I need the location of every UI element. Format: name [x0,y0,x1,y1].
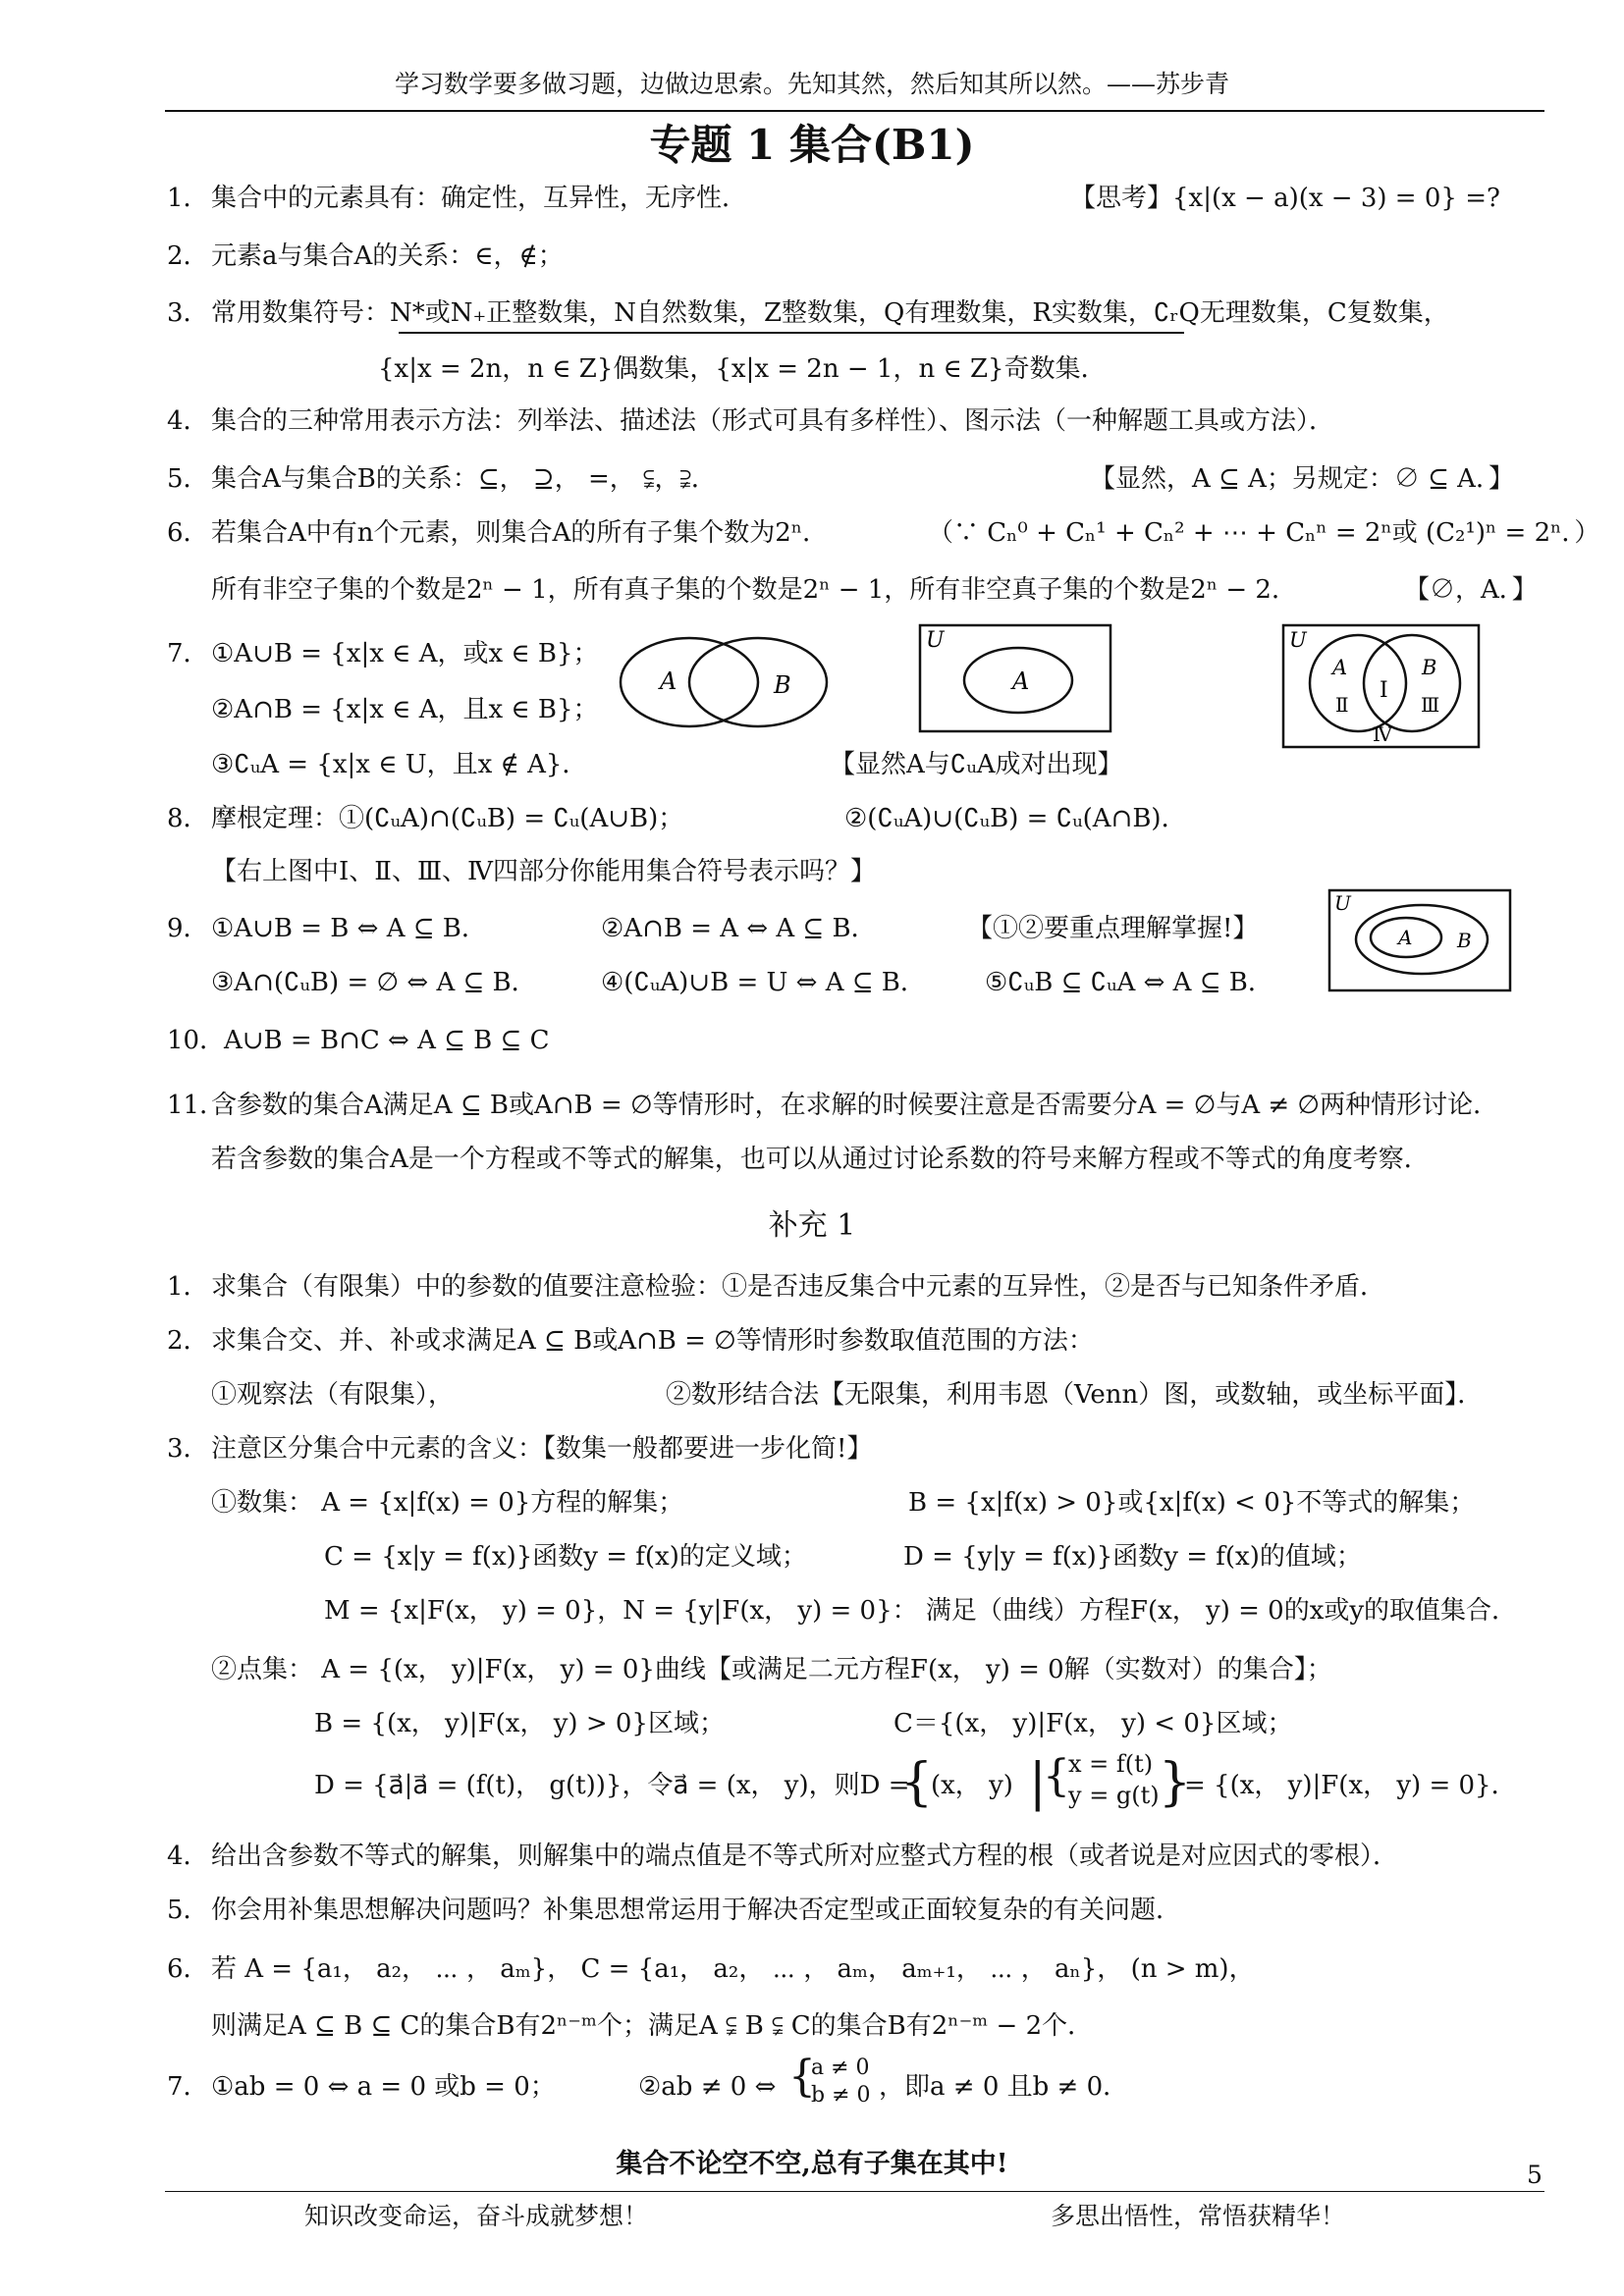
supp-7-number: 7． [167,2072,209,2102]
item-9-c: 【①②要重点理解掌握!】 [967,914,1259,943]
header-quote: 学习数学要多做习题，边做边思索。先知其然，然后知其所以然。——苏步青 [394,70,1229,98]
supp-3-left-brace: { [900,1753,934,1812]
item-9-e: ④(∁ᵤA)∪B = U ⇔ A ⊆ B． [601,968,926,997]
supp-2-a: ①观察法（有限集）， [211,1380,455,1410]
supp-3-right-brace: } [1159,1753,1192,1812]
item-6-text: 若集合A中有n个元素，则集合A的所有子集个数为2ⁿ． [211,518,829,548]
supp-3-text: 注意区分集合中元素的含义：【数集一般都要进一步化简!】 [211,1434,873,1464]
supp-6-text: 若 A = {a₁， a₂， ⋯ ， aₘ}， C = {a₁， a₂， ⋯ ， aₘ， aₘ₊₁， ⋯ ， aₙ}， (n > m)， [211,1954,1255,1984]
item-8-text-2: 【右上图中Ⅰ、Ⅱ、Ⅲ、Ⅳ四部分你能用集合符号表示吗？】 [211,857,876,886]
venn-3-region-4: Ⅳ [1373,722,1392,746]
supp-3-system-line-1: x = f(t) [1068,1750,1154,1778]
venn-complement-diagram [918,623,1114,736]
supp-3-number: 3． [167,1434,209,1464]
page-number: 5 [1527,2161,1543,2189]
item-1-text: 集合中的元素具有：确定性，互异性，无序性． [211,184,748,213]
item-10-text: A∪B = B∩C ⇔ A ⊆ B ⊆ C [224,1026,550,1055]
supp-3-bar: | [1029,1753,1047,1812]
item-10-number: 10． [167,1026,226,1055]
footer-right: 多思出悟性，常悟获精华！ [1051,2202,1346,2230]
supp-7-b: ②ab ≠ 0 ⇔ [638,2072,777,2102]
supp-3-number-set-3: C = {x|y = f(x)}函数y = f(x)的定义域； [324,1542,807,1572]
header-rule [165,110,1544,112]
item-9-b: ②A∩B = A ⇔ A ⊆ B． [601,914,877,943]
item-8-text-b: ②(∁ᵤA)∪(∁ᵤB) = ∁ᵤ(A∩B)． [844,804,1187,833]
item-9-a: ①A∪B = B ⇔ A ⊆ B． [211,914,487,943]
supp-3-point-set-2: B = {(x， y)|F(x， y) > 0}区域； [314,1709,725,1738]
venn-4-label-a: A [1398,926,1413,949]
venn-3-region-2: Ⅱ [1335,693,1349,717]
item-5-aside: 【显然，A ⊆ A；另规定：∅ ⊆ A．】 [1090,464,1514,494]
supplement-title: 补充 1 [768,1208,856,1243]
item-9-f: ⑤∁ᵤB ⊆ ∁ᵤA ⇔ A ⊆ B． [985,968,1273,997]
item-7-number: 7． [167,639,209,668]
venn-3-region-1: Ⅰ [1380,678,1388,703]
supp-1-text: 求集合（有限集）中的参数的值要注意检验：①是否违反集合中元素的互异性，②是否与已知条件矛盾． [211,1272,1386,1302]
supp-7-brace: { [788,2052,816,2102]
item-7-line-2: ②A∩B = {x|x ∈ A，且x ∈ B}； [211,695,599,724]
item-11-text: 含参数的集合A满足A ⊆ B或A∩B = ∅等情形时，在求解的时候要注意是否需要分A = ∅与A ≠ ∅两种情形讨论． [211,1091,1499,1120]
supp-7-c: ，即a ≠ 0 且b ≠ 0． [879,2072,1129,2102]
item-3-number: 3． [167,298,209,328]
item-1-aside: 【思考】{x|(x − a)(x − 3) = 0} =? [1070,184,1500,213]
item-7-line-3: ③∁ᵤA = {x|x ∈ U，且x ∉ A}． [211,750,588,779]
venn-union-diagram [609,628,839,736]
item-11-text-2: 若含参数的集合A是一个方程或不等式的解集，也可以从通过讨论系数的符号来解方程或不等式的角度考察． [211,1145,1430,1174]
item-9-d: ③A∩(∁ᵤB) = ∅ ⇔ A ⊆ B． [211,968,537,997]
footer-left: 知识改变命运，奋斗成就梦想！ [304,2202,649,2230]
supp-2-b: ②数形结合法【无限集，利用韦恩（Venn）图，或数轴，或坐标平面】． [666,1380,1484,1410]
supp-5-number: 5． [167,1896,209,1925]
item-6-aside-2: 【∅，A．】 [1404,575,1538,605]
supp-6-number: 6． [167,1954,209,1984]
footer-rule [165,2191,1544,2192]
item-6-text-2: 所有非空子集的个数是2ⁿ − 1，所有真子集的个数是2ⁿ − 1，所有非空真子集的个数是2ⁿ − 2． [211,575,1297,605]
page-title: 专题 1 集合(B1) [649,121,975,169]
item-5-text: 集合A与集合B的关系：⊆， ⊇， =， ⫋，⫌． [211,464,717,494]
item-7-line-1: ①A∪B = {x|x ∈ A，或x ∈ B}； [211,639,599,668]
supp-3-system-line-2: y = g(t) [1068,1782,1160,1809]
item-4-text: 集合的三种常用表示方法：列举法、描述法（形式可具有多样性）、图示法（一种解题工具或方法）． [211,406,1335,436]
item-8-text: 摩根定理：①(∁ᵤA)∩(∁ᵤB) = ∁ᵤ(A∪B)； [211,804,684,833]
item-1-number: 1． [167,184,209,213]
supp-3-point-set-4a: D = {a⃗|a⃗ = (f(t)， g(t))}，令a⃗ = (x， y)，则D = [314,1771,910,1800]
supp-3-number-set-1: ①数集： A = {x|f(x) = 0}方程的解集； [211,1488,684,1518]
item-3-text-2: {x|x = 2n，n ∈ Z}偶数集，{x|x = 2n − 1，n ∈ Z}奇数集． [378,354,1107,384]
supp-7-b1: a ≠ 0 [811,2056,870,2080]
supp-3-number-set-5: M = {x|F(x， y) = 0}，N = {y|F(x， y) = 0}： 满足（曲线）方程F(x， y) = 0的x或y的取值集合． [324,1596,1518,1626]
venn-regions-diagram [1281,623,1483,751]
item-3-underline [399,332,1184,334]
venn-4-label-b: B [1457,929,1472,952]
venn-3-label-u: U [1289,628,1307,652]
item-6-aside: （∵ Cₙ⁰ + Cₙ¹ + Cₙ² + ⋯ + Cₙⁿ = 2ⁿ或 (C₂¹)ⁿ = 2ⁿ．） [928,518,1600,548]
venn-subset-diagram [1327,888,1514,994]
item-2-text: 元素a与集合A的关系：∈，∉； [211,241,564,271]
item-7-note: 【显然A与∁ᵤA成对出现】 [830,750,1123,779]
supp-2-text: 求集合交、并、补或求满足A ⊆ B或A∩B = ∅等情形时参数取值范围的方法： [211,1326,1094,1356]
supp-4-text: 给出含参数不等式的解集，则解集中的端点值是不等式所对应整式方程的根（或者说是对应因式的零根）． [211,1842,1399,1871]
supp-6-text-2: 则满足A ⊆ B ⊆ C的集合B有2ⁿ⁻ᵐ个；满足A ⫋ B ⫋ C的集合B有2ⁿ⁻ᵐ − 2个． [211,2011,1094,2041]
supp-3-number-set-2: B = {x|f(x) > 0}或{x|f(x) < 0}不等式的解集； [908,1488,1476,1518]
item-4-number: 4． [167,406,209,436]
item-6-number: 6． [167,518,209,548]
venn-2-label-u: U [926,628,945,653]
venn-1-label-a: A [660,667,677,695]
venn-3-region-3: Ⅲ [1421,693,1440,717]
venn-3-label-a: A [1332,656,1348,679]
supp-3-system-brace: { [1043,1751,1070,1801]
venn-1-label-b: B [774,671,791,699]
supp-3-point-set-1: ②点集： A = {(x， y)|F(x， y) = 0}曲线【或满足二元方程F(x， y) = 0解（实数对）的集合】； [211,1655,1332,1684]
supp-4-number: 4． [167,1842,209,1871]
venn-4-label-u: U [1334,891,1351,915]
supp-5-text: 你会用补集思想解决问题吗？补集思想常运用于解决否定型或正面较复杂的有关问题． [211,1896,1182,1925]
supp-2-number: 2． [167,1326,209,1356]
supp-3-point-set-3: C＝{(x， y)|F(x， y) < 0}区域； [893,1709,1293,1738]
venn-3-label-b: B [1422,656,1437,679]
item-2-number: 2． [167,241,209,271]
item-3-text: 常用数集符号：N*或N₊正整数集，N自然数集，Z整数集，Q有理数集，R实数集，∁ᵣQ无理数集，C复数集， [211,298,1449,328]
item-9-number: 9． [167,914,209,943]
supp-1-number: 1． [167,1272,209,1302]
supp-3-point-set-4e: = {(x， y)|F(x， y) = 0}． [1184,1771,1517,1800]
closing-line: 集合不论空不空,总有子集在其中! [616,2149,1008,2179]
supp-3-number-set-4: D = {y|y = f(x)}函数y = f(x)的值域； [903,1542,1362,1572]
item-8-number: 8． [167,804,209,833]
supp-3-point-set-4b: (x， y) [931,1771,1013,1800]
venn-2-label-a: A [1012,667,1030,695]
supp-7-b2: b ≠ 0 [811,2083,871,2108]
supp-7-a: ①ab = 0 ⇔ a = 0 或b = 0； [211,2072,556,2102]
item-11-number: 11． [167,1091,226,1120]
item-5-number: 5． [167,464,209,494]
